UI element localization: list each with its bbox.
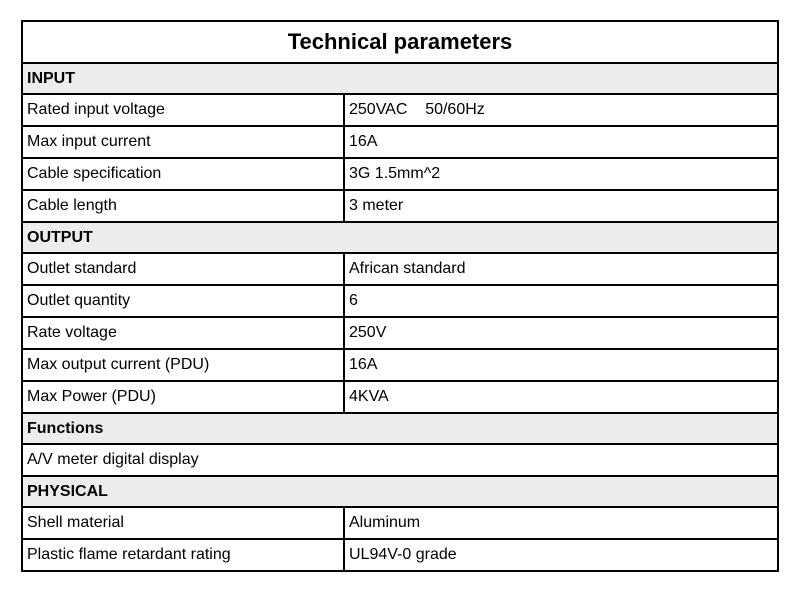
section-header: OUTPUT bbox=[22, 222, 778, 253]
parameter-label: Shell material bbox=[22, 507, 344, 539]
parameter-label: Max input current bbox=[22, 126, 344, 158]
table-row bbox=[22, 158, 778, 190]
parameter-label: Rated input voltage bbox=[22, 94, 344, 126]
section-header: Functions bbox=[22, 413, 778, 444]
parameter-label: Outlet quantity bbox=[22, 285, 344, 317]
section-row-physical bbox=[22, 476, 778, 507]
table-row bbox=[22, 190, 778, 222]
section-header: PHYSICAL bbox=[22, 476, 778, 507]
parameter-value: 3G 1.5mm^2 bbox=[344, 158, 778, 190]
technical-parameters-table bbox=[21, 20, 779, 572]
parameter-label: Plastic flame retardant rating bbox=[22, 539, 344, 571]
section-row-output bbox=[22, 222, 778, 253]
table-row bbox=[22, 507, 778, 539]
parameter-label: Outlet standard bbox=[22, 253, 344, 285]
table-row bbox=[22, 317, 778, 349]
table-row bbox=[22, 94, 778, 126]
parameter-label: Cable length bbox=[22, 190, 344, 222]
parameter-label: Max output current (PDU) bbox=[22, 349, 344, 381]
parameter-label: Max Power (PDU) bbox=[22, 381, 344, 413]
parameter-value: 16A bbox=[344, 349, 778, 381]
parameter-value: 3 meter bbox=[344, 190, 778, 222]
parameter-value: African standard bbox=[344, 253, 778, 285]
parameter-value: 250VAC 50/60Hz bbox=[344, 94, 778, 126]
parameter-value: Aluminum bbox=[344, 507, 778, 539]
parameter-label: A/V meter digital display bbox=[22, 444, 778, 476]
table-row bbox=[22, 285, 778, 317]
section-header: INPUT bbox=[22, 63, 778, 94]
table-title: Technical parameters bbox=[22, 21, 778, 63]
parameter-label: Cable specification bbox=[22, 158, 344, 190]
parameter-value: 6 bbox=[344, 285, 778, 317]
parameter-label: Rate voltage bbox=[22, 317, 344, 349]
parameter-value: UL94V-0 grade bbox=[344, 539, 778, 571]
table-row bbox=[22, 539, 778, 571]
section-row-input bbox=[22, 63, 778, 94]
table-row bbox=[22, 444, 778, 476]
table-row bbox=[22, 253, 778, 285]
parameter-value: 4KVA bbox=[344, 381, 778, 413]
table-body bbox=[22, 21, 778, 571]
parameter-value: 250V bbox=[344, 317, 778, 349]
section-row-functions bbox=[22, 413, 778, 444]
table-row bbox=[22, 381, 778, 413]
parameter-value: 16A bbox=[344, 126, 778, 158]
title-row bbox=[22, 21, 778, 63]
table-row bbox=[22, 349, 778, 381]
table-row bbox=[22, 126, 778, 158]
